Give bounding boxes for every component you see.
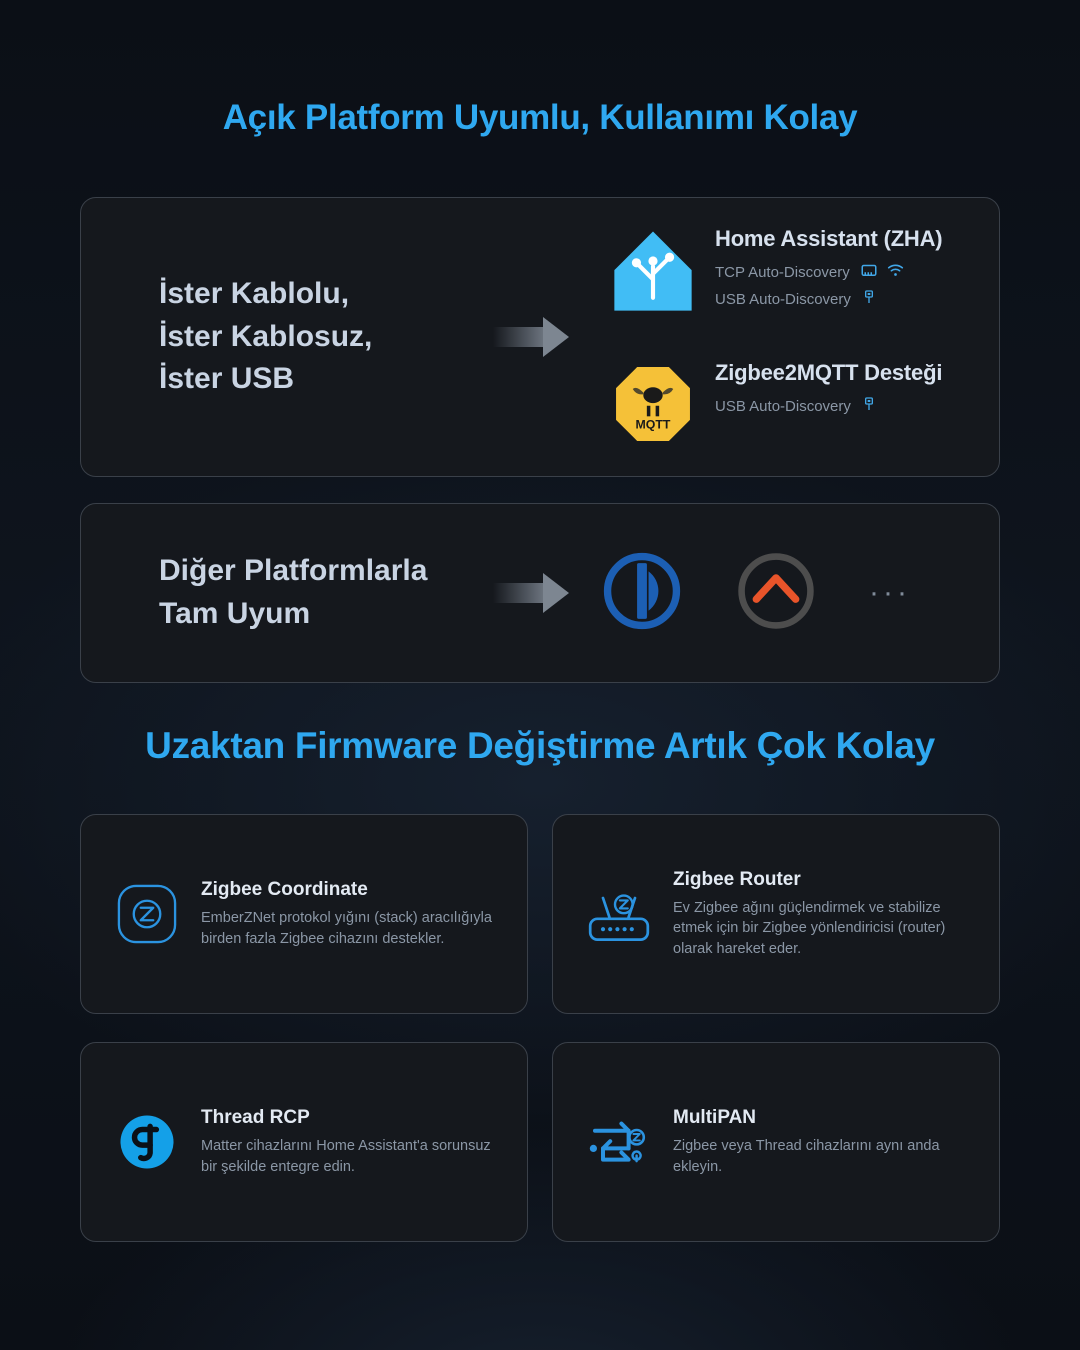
discovery-label-usb-ha: USB Auto-Discovery xyxy=(715,290,851,308)
platform-card-heading xyxy=(159,273,489,401)
feature-body-zigbee-coordinate xyxy=(195,879,509,949)
page-title-platform: Açık Platform Uyumlu, Kullanımı Kolay xyxy=(222,98,858,137)
platform-heading-line-1: İster Kablolu, xyxy=(159,277,350,311)
feature-title-zigbee-router: Zigbee Router xyxy=(673,868,801,890)
feature-card-multipan xyxy=(552,1042,1000,1242)
feature-desc-zigbee-router: Ev Zigbee ağını güçlendirmek ve stabilize etmek için bir Zigbee yönlendiricisi (router) olarak hareket eder. xyxy=(673,899,946,957)
discovery-label-tcp: TCP Auto-Discovery xyxy=(715,263,850,281)
home-assistant-logo-icon xyxy=(605,226,701,318)
usb-icon xyxy=(861,288,877,310)
feature-desc-thread-rcp: Matter cihazlarını Home Assistant'a sorunsuz bir şekilde entegre edin. xyxy=(201,1137,491,1175)
arrow-right-icon xyxy=(493,317,571,357)
platform-text-zigbee2mqtt xyxy=(701,360,942,422)
multipan-icon xyxy=(571,1102,667,1182)
feature-desc-zigbee-coordinate: EmberZNet protokol yığını (stack) aracılığıyla birden fazla Zigbee cihazını destekler. xyxy=(201,909,492,947)
zigbee-coordinator-icon xyxy=(99,875,195,953)
discovery-row-usb-z2m xyxy=(715,395,942,417)
platform-row-zigbee2mqtt xyxy=(605,360,942,448)
feature-title-multipan: MultiPAN xyxy=(673,1106,757,1128)
ethernet-icon xyxy=(860,261,878,283)
other-platforms-card xyxy=(80,503,1000,683)
other-platform-logos xyxy=(601,550,911,637)
wifi-icon xyxy=(886,261,905,283)
feature-body-zigbee-router xyxy=(667,869,981,960)
svg-text:MQTT: MQTT xyxy=(635,417,671,432)
router-icon xyxy=(571,874,667,954)
platform-heading-line-3: İster USB xyxy=(159,362,295,396)
feature-card-zigbee-router xyxy=(552,814,1000,1014)
feature-card-thread-rcp xyxy=(80,1042,528,1242)
page-title-firmware: Uzaktan Firmware Değiştirme Artık Çok Kolay xyxy=(145,725,935,766)
zigbee2mqtt-logo-icon xyxy=(605,360,701,448)
platform-text-home-assistant xyxy=(701,226,942,315)
feature-card-zigbee-coordinate xyxy=(80,814,528,1014)
homekit-logo-icon xyxy=(601,550,683,637)
thread-logo-icon xyxy=(99,1103,195,1181)
platform-heading-line-2: İster Kablosuz, xyxy=(159,319,373,353)
platform-list xyxy=(605,226,942,448)
other-platforms-heading xyxy=(159,550,489,635)
arrow-right-icon xyxy=(493,573,571,613)
usb-icon xyxy=(861,395,877,417)
discovery-label-usb-z2m: USB Auto-Discovery xyxy=(715,397,851,415)
other-heading-line-1: Diğer Platformlarla xyxy=(159,554,428,588)
feature-body-thread-rcp xyxy=(195,1107,509,1177)
feature-body-multipan xyxy=(667,1107,981,1177)
feature-title-zigbee-coordinate: Zigbee Coordinate xyxy=(201,878,368,900)
feature-desc-multipan: Zigbee veya Thread cihazlarını aynı anda ekleyin. xyxy=(673,1137,940,1175)
openhab-logo-icon xyxy=(735,550,817,637)
platform-name-home-assistant: Home Assistant (ZHA) xyxy=(715,226,943,251)
platform-compatibility-card xyxy=(80,197,1000,477)
other-heading-line-2: Tam Uyum xyxy=(159,597,311,630)
feature-title-thread-rcp: Thread RCP xyxy=(201,1106,310,1128)
more-platforms-ellipsis: ··· xyxy=(869,576,911,609)
discovery-row-usb-ha xyxy=(715,288,942,310)
platform-row-home-assistant xyxy=(605,226,942,318)
discovery-row-tcp xyxy=(715,261,942,283)
platform-name-zigbee2mqtt: Zigbee2MQTT Desteği xyxy=(715,360,943,385)
